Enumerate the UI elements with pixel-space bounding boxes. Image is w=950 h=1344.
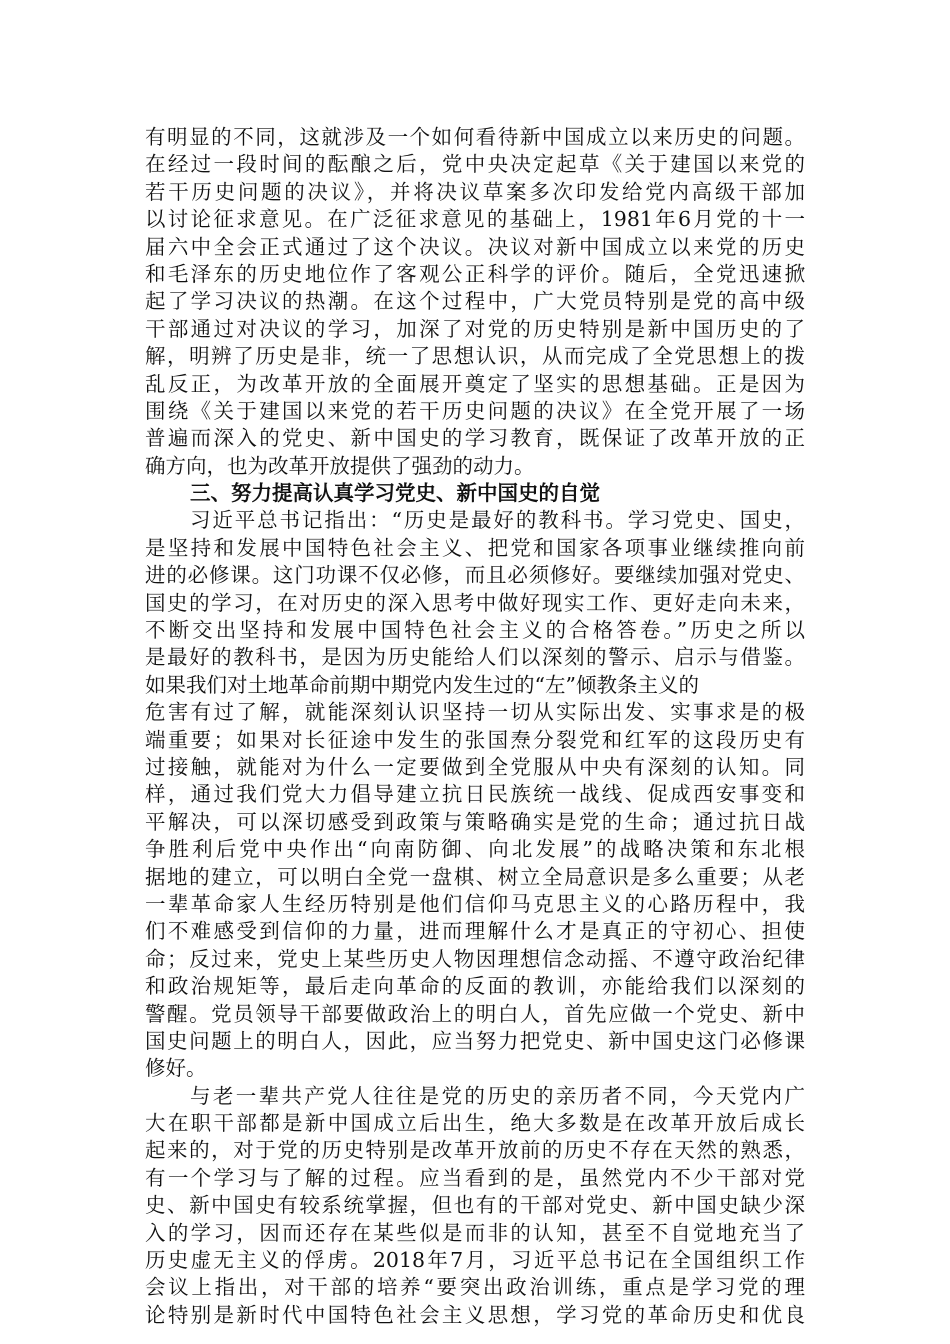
paragraph-line: 干部通过对决议的学习，加深了对党的历史特别是新中国历史的了 <box>145 316 805 341</box>
paragraph-line: 争胜利后党中央作出“向南防御、向北发展”的战略决策和东北根 <box>145 837 805 862</box>
paragraph-line: 如果我们对土地革命前期中期党内发生过的“左”倾教条主义的 <box>145 672 699 697</box>
paragraph-line: 会议上指出，对干部的培养“要突出政治训练，重点是学习党的理 <box>145 1275 805 1300</box>
paragraph-line: 平解决，可以深切感受到政策与策略确实是党的生命；通过抗日战 <box>145 809 805 834</box>
paragraph-line: 在经过一段时间的酝酿之后，党中央决定起草《关于建国以来党的 <box>145 152 805 177</box>
paragraph-line: 警醒。党员领导干部要做政治上的明白人，首先应做一个党史、新中 <box>145 1001 805 1026</box>
paragraph-line: 不断交出坚持和发展中国特色社会主义的合格答卷。”历史之所以 <box>145 618 805 643</box>
paragraph-line: 是坚持和发展中国特色社会主义、把党和国家各项事业继续推向前 <box>145 535 805 560</box>
paragraph-line: 起了学习决议的热潮。在这个过程中，广大党员特别是党的高中级 <box>145 289 805 314</box>
paragraph-line: 乱反正，为改革开放的全面展开奠定了坚实的思想基础。正是因为 <box>145 371 805 396</box>
paragraph-line: 普遍而深入的党史、新中国史的学习教育，既保证了改革开放的正 <box>145 426 805 451</box>
section-heading: 三、努力提高认真学习党史、新中国史的自觉 <box>190 481 600 506</box>
paragraph-line: 样，通过我们党大力倡导建立抗日民族统一战线、促成西安事变和 <box>145 782 805 807</box>
paragraph-line: 历史虚无主义的俘虏。2018年7月，习近平总书记在全国组织工作 <box>145 1248 805 1273</box>
paragraph-line: 以讨论征求意见。在广泛征求意见的基础上，1981年6月党的十一 <box>145 207 805 232</box>
paragraph-line: 端重要；如果对长征途中发生的张国焘分裂党和红军的这段历史有 <box>145 727 805 752</box>
paragraph-line: 一辈革命家人生经历特别是他们信仰马克思主义的心路历程中，我 <box>145 891 805 916</box>
document-page <box>145 124 805 1329</box>
paragraph-line: 国史的学习，在对历史的深入思考中做好现实工作、更好走向未来， <box>145 590 805 615</box>
paragraph-line: 解，明辨了历史是非，统一了思想认识，从而完成了全党思想上的拨 <box>145 344 805 369</box>
paragraph-line: 起来的，对于党的历史特别是改革开放前的历史不存在天然的熟悉， <box>145 1138 805 1163</box>
paragraph-line: 论特别是新时代中国特色社会主义思想，学习党的革命历史和优良 <box>145 1302 805 1327</box>
paragraph-line: 大在职干部都是新中国成立后出生，绝大多数是在改革开放后成长 <box>145 1111 805 1136</box>
paragraph-line: 危害有过了解，就能深刻认识坚持一切从实际出发、实事求是的极 <box>145 700 805 725</box>
paragraph-line: 们不难感受到信仰的力量，进而理解什么才是真正的守初心、担使 <box>145 919 805 944</box>
paragraph-line: 据地的建立，可以明白全党一盘棋、树立全局意识是多么重要；从老 <box>145 864 805 889</box>
paragraph-line: 是最好的教科书，是因为历史能给人们以深刻的警示、启示与借鉴。 <box>145 645 805 670</box>
paragraph-line: 届六中全会正式通过了这个决议。决议对新中国成立以来党的历史 <box>145 234 805 259</box>
paragraph-line: 入的学习，因而还存在某些似是而非的认知，甚至不自觉地充当了 <box>145 1220 805 1245</box>
paragraph-first-line: 习近平总书记指出：“历史是最好的教科书。学习党史、国史， <box>190 508 805 533</box>
paragraph-line: 命；反过来，党史上某些历史人物因理想信念动摇、不遵守政治纪律 <box>145 946 805 971</box>
paragraph-line: 进的必修课。这门功课不仅必修，而且必须修好。要继续加强对党史、 <box>145 563 805 588</box>
paragraph-line: 修好。 <box>145 1056 207 1081</box>
paragraph-line: 史、新中国史有较系统掌握，但也有的干部对党史、新中国史缺少深 <box>145 1193 805 1218</box>
paragraph-line: 围绕《关于建国以来党的若干历史问题的决议》在全党开展了一场 <box>145 398 805 423</box>
paragraph-line: 若干历史问题的决议》，并将决议草案多次印发给党内高级干部加 <box>145 179 805 204</box>
paragraph-line: 有一个学习与了解的过程。应当看到的是，虽然党内不少干部对党 <box>145 1165 805 1190</box>
paragraph-line: 确方向，也为改革开放提供了强劲的动力。 <box>145 453 535 478</box>
paragraph-line: 过接触，就能对为什么一定要做到全党服从中央有深刻的认知。同 <box>145 754 805 779</box>
paragraph-line: 国史问题上的明白人，因此，应当努力把党史、新中国史这门必修课 <box>145 1028 805 1053</box>
paragraph-line: 有明显的不同，这就涉及一个如何看待新中国成立以来历史的问题。 <box>145 125 805 149</box>
paragraph-line: 和毛泽东的历史地位作了客观公正科学的评价。随后，全党迅速掀 <box>145 261 805 286</box>
paragraph-line: 和政治规矩等，最后走向革命的反面的教训，亦能给我们以深刻的 <box>145 974 805 999</box>
paragraph-first-line: 与老一辈共产党人往往是党的历史的亲历者不同，今天党内广 <box>190 1083 805 1108</box>
